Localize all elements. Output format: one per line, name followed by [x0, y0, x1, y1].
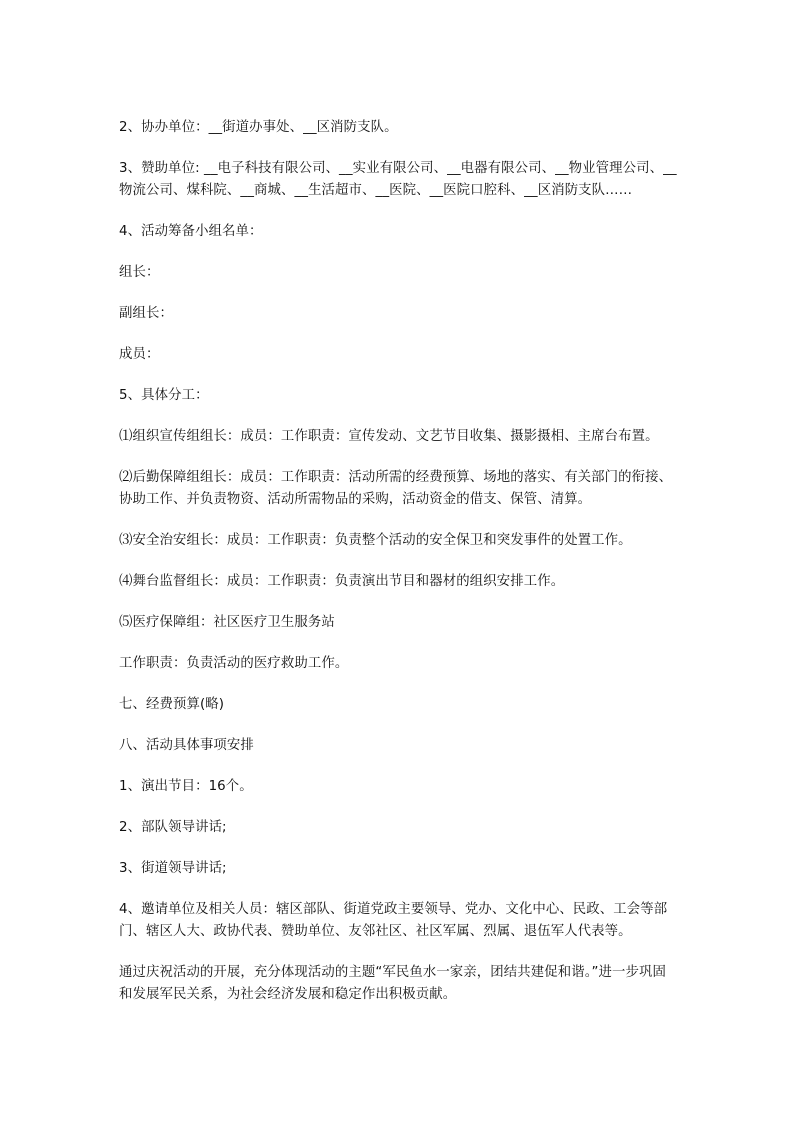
- paragraph-security-group: ⑶安全治安组长：成员：工作职责：负责整个活动的安全保卫和突发事件的处置工作。: [119, 533, 632, 548]
- paragraph-medical-group: ⑸医疗保障组：社区医疗卫生服务站: [119, 615, 335, 630]
- paragraph-publicity-group: ⑴组织宣传组组长：成员：工作职责：宣传发动、文艺节目收集、摄影摄相、主席台布置。: [119, 429, 659, 444]
- paragraph-leader: 组长：: [119, 265, 160, 280]
- section-heading-budget: 七、经费预算(略): [119, 697, 225, 712]
- paragraph-army-speech: 2、部队领导讲话;: [119, 820, 227, 835]
- paragraph-sponsors: 3、赞助单位: __电子科技有限公司、__实业有限公司、__电器有限公司、__物业管理公司、__物流公司、煤科院、__商城、__生活超市、__医院、__医院口腔科、__区消防支队……: [119, 161, 677, 198]
- paragraph-performances: 1、演出节目：16个。: [119, 779, 253, 794]
- paragraph-medical-duty: 工作职责：负责活动的医疗救助工作。: [119, 656, 349, 671]
- paragraph-logistics-group: ⑵后勤保障组组长：成员：工作职责：活动所需的经费预算、场地的落实、有关部门的衔接、协助工作、并负责物资、活动所需物品的采购，活动资金的借支、保管、清算。: [119, 470, 673, 507]
- paragraph-division-heading: 5、具体分工：: [119, 388, 209, 403]
- document-body: [119, 117, 679, 1025]
- paragraph-committee-heading: 4、活动筹备小组名单：: [119, 224, 263, 239]
- section-heading-arrangements: 八、活动具体事项安排: [119, 738, 254, 753]
- paragraph-stage-group: ⑷舞台监督组长：成员：工作职责：负责演出节目和器材的组织安排工作。: [119, 574, 565, 589]
- paragraph-invitees: 4、邀请单位及相关人员：辖区部队、街道党政主要领导、党办、文化中心、民政、工会等部门、辖区人大、政协代表、赞助单位、友邻社区、社区军属、烈属、退伍军人代表等。: [119, 902, 668, 939]
- paragraph-street-speech: 3、街道领导讲话;: [119, 861, 227, 876]
- paragraph-co-organizer: 2、协办单位：__街道办事处、__区消防支队。: [119, 120, 398, 135]
- paragraph-members: 成员：: [119, 347, 160, 362]
- paragraph-conclusion: 通过庆祝活动的开展，充分体现活动的主题“军民鱼水一家亲，团结共建促和谐。”进一步巩固和发展军民关系，为社会经济发展和稳定作出积极贡献。: [119, 965, 666, 1002]
- paragraph-deputy-leader: 副组长：: [119, 306, 173, 321]
